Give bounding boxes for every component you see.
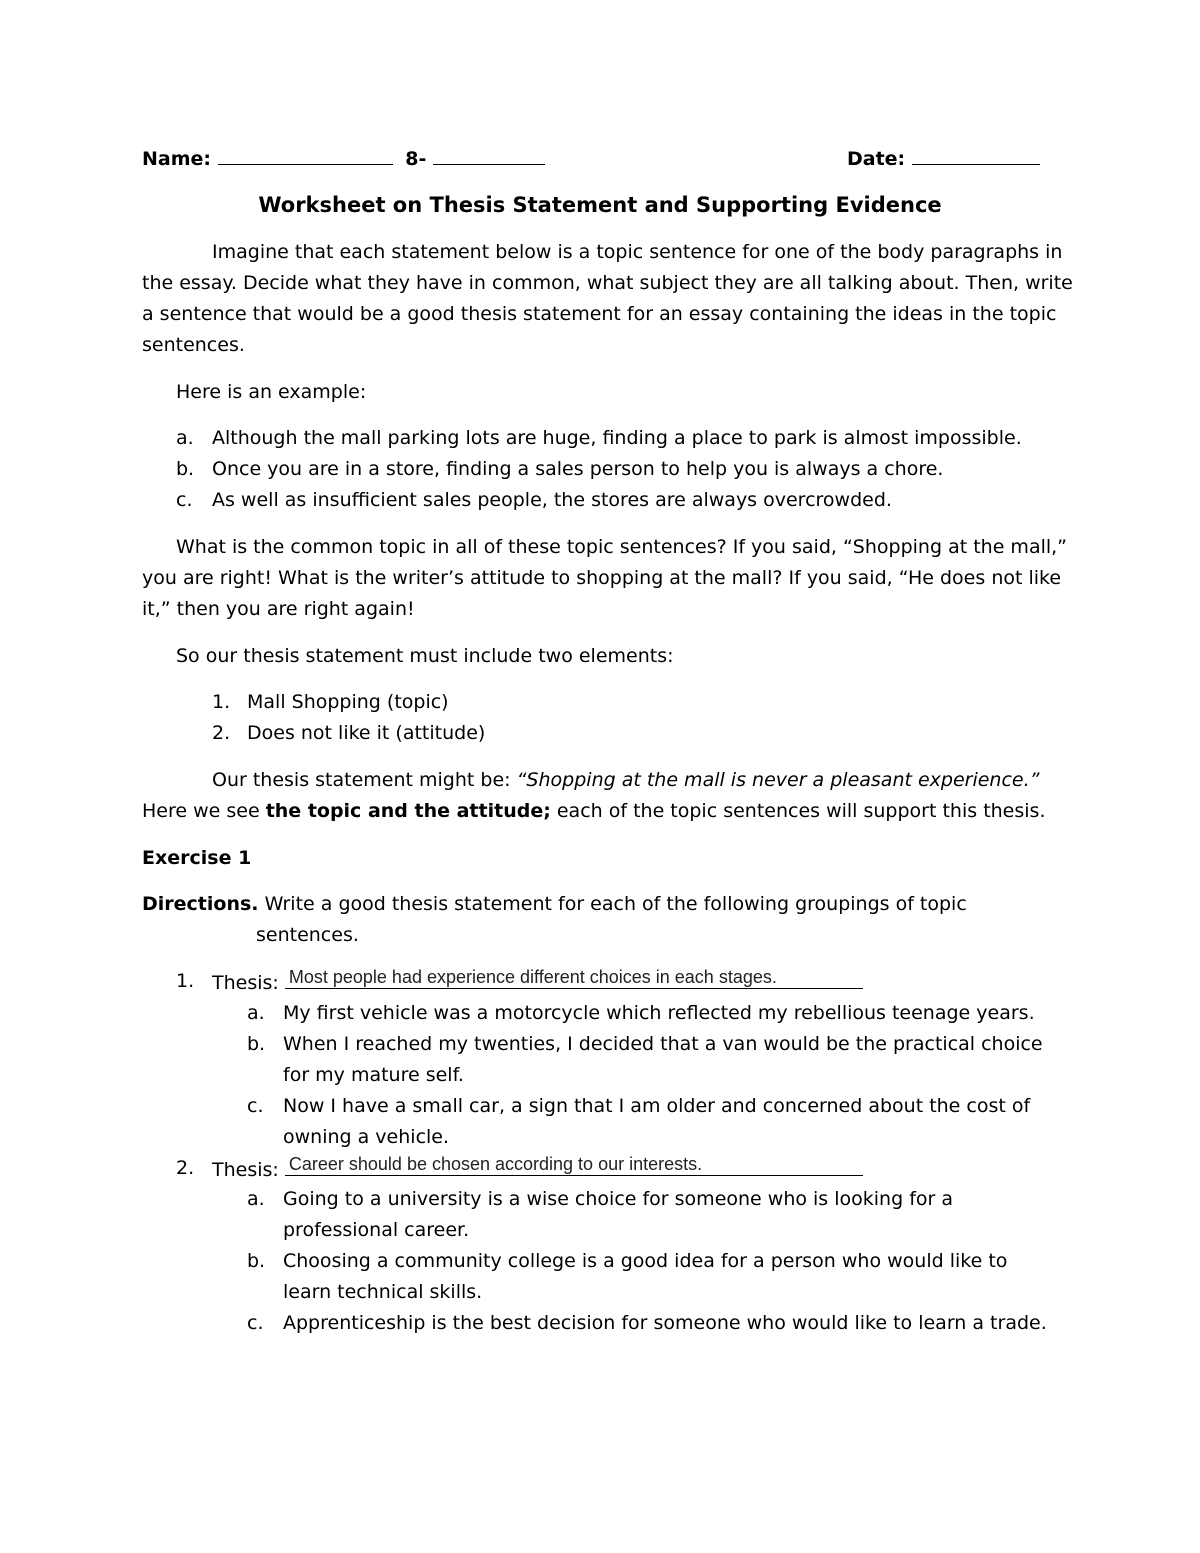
- group-2-marker: 2.: [176, 1157, 195, 1179]
- thesis-example-lead: Our thesis statement might be:: [212, 769, 511, 791]
- group-2-thesis-answer: Career should be chosen according to our interests.: [288, 1154, 703, 1174]
- directions-line-1: [142, 889, 967, 920]
- group-2-item-c-marker: c.: [247, 1312, 264, 1334]
- intro-line-3: a sentence that would be a good thesis statement for an essay containing the ideas in the topic: [142, 303, 1057, 325]
- name-line: [142, 142, 545, 175]
- date-blank[interactable]: [912, 142, 1040, 165]
- group-2-item-a-line-1: Going to a university is a wise choice for someone who is looking for a: [283, 1188, 954, 1210]
- date-label: Date:: [847, 148, 906, 170]
- group-2-item-c-line-1: Apprenticeship is the best decision for someone who would like to learn a trade.: [283, 1312, 1047, 1334]
- group-2-item-b-line-1: Choosing a community college is a good idea for a person who would like to: [283, 1250, 1008, 1272]
- discussion-line-1: What is the common topic in all of these topic sentences? If you said, “Shopping at the mall,”: [176, 536, 1068, 558]
- thesis-example-line-1: [212, 765, 1040, 796]
- intro-line-2: the essay. Decide what they have in common, what subject they are all talking about. Then, write: [142, 272, 1073, 294]
- grade-label: 8-: [405, 148, 427, 170]
- intro-line-4: sentences.: [142, 334, 245, 356]
- elements-marker-1: 1.: [212, 691, 231, 713]
- example-item-b: Once you are in a store, finding a sales person to help you is always a chore.: [212, 458, 944, 480]
- group-2-item-a-line-2: professional career.: [283, 1219, 470, 1241]
- thesis-example-line2-start: Here we see: [142, 800, 260, 822]
- grade-blank[interactable]: [433, 142, 545, 165]
- example-item-a: Although the mall parking lots are huge, finding a place to park is almost impossible.: [212, 427, 1022, 449]
- group-1-item-c-line-2: owning a vehicle.: [283, 1126, 450, 1148]
- example-marker-a: a.: [176, 427, 194, 449]
- exercise-heading: Exercise 1: [142, 847, 252, 869]
- elements-lead: So our thesis statement must include two elements:: [176, 645, 674, 667]
- group-2-thesis-label: Thesis:: [212, 1159, 279, 1181]
- group-1-item-c-line-1: Now I have a small car, a sign that I am older and concerned about the cost of: [283, 1095, 1031, 1117]
- group-2-item-b-line-2: learn technical skills.: [283, 1281, 483, 1303]
- name-blank[interactable]: [218, 142, 393, 165]
- group-1-item-b-line-1: When I reached my twenties, I decided that a van would be the practical choice: [283, 1033, 1043, 1055]
- thesis-example-line2-end: each of the topic sentences will support this thesis.: [556, 800, 1046, 822]
- elements-marker-2: 2.: [212, 722, 231, 744]
- group-1-thesis-answer-field[interactable]: [285, 966, 863, 989]
- elements-item-2: Does not like it (attitude): [247, 722, 486, 744]
- group-1-thesis-answer: Most people had experience different choices in each stages.: [288, 967, 777, 987]
- example-marker-b: b.: [176, 458, 195, 480]
- thesis-example-quote: “Shopping at the mall is never a pleasant experience.”: [516, 769, 1040, 791]
- discussion-line-2: you are right! What is the writer’s attitude to shopping at the mall? If you said, “He does not like: [142, 567, 1062, 589]
- group-1-marker: 1.: [176, 970, 195, 992]
- thesis-example-line2-bold: the topic and the attitude;: [265, 800, 551, 822]
- discussion-line-3: it,” then you are right again!: [142, 598, 415, 620]
- directions-line-2: sentences.: [256, 924, 359, 946]
- group-2-thesis-line: [212, 1153, 863, 1186]
- directions-text: Write a good thesis statement for each of the following groupings of topic: [264, 893, 967, 915]
- name-label: Name:: [142, 148, 212, 170]
- elements-item-1: Mall Shopping (topic): [247, 691, 449, 713]
- group-1-item-c-marker: c.: [247, 1095, 264, 1117]
- group-2-item-b-marker: b.: [247, 1250, 266, 1272]
- group-1-thesis-label: Thesis:: [212, 972, 279, 994]
- group-1-item-a-marker: a.: [247, 1002, 265, 1024]
- example-lead: Here is an example:: [176, 381, 367, 403]
- group-2-item-a-marker: a.: [247, 1188, 265, 1210]
- group-1-item-b-line-2: for my mature self.: [283, 1064, 464, 1086]
- example-item-c: As well as insufficient sales people, the stores are always overcrowded.: [212, 489, 892, 511]
- group-1-item-b-marker: b.: [247, 1033, 266, 1055]
- intro-line-1: Imagine that each statement below is a topic sentence for one of the body paragraphs in: [212, 241, 1063, 263]
- date-line: [847, 142, 1040, 175]
- group-1-item-a-line-1: My first vehicle was a motorcycle which reflected my rebellious teenage years.: [283, 1002, 1035, 1024]
- group-1-thesis-line: [212, 966, 863, 999]
- thesis-example-line-2: [142, 796, 1046, 827]
- directions-label: Directions.: [142, 893, 259, 915]
- worksheet-title: Worksheet on Thesis Statement and Supporting Evidence: [258, 193, 942, 217]
- group-2-thesis-answer-field[interactable]: [285, 1153, 863, 1176]
- example-marker-c: c.: [176, 489, 193, 511]
